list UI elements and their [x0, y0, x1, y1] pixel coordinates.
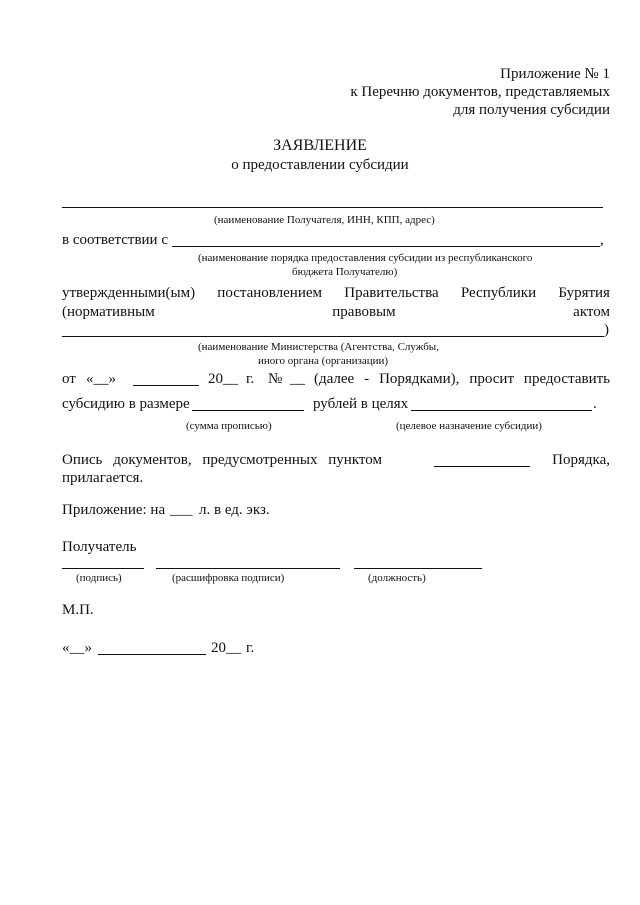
position-line[interactable]: [354, 568, 482, 569]
approved-word: Правительства: [344, 285, 439, 301]
approved-word: Республики: [460, 285, 537, 301]
final-date-month-line[interactable]: [98, 654, 206, 655]
signature-decoding-line[interactable]: [156, 568, 340, 569]
procedure-caption-2: бюджета Получателю): [292, 266, 398, 278]
final-date-suffix: г.: [246, 640, 255, 656]
date-month-line[interactable]: [133, 385, 199, 386]
date-line-rest: (далее - Порядками), просит предоставить: [314, 371, 610, 387]
attachment-suffix: л. в ед. экз.: [199, 502, 270, 518]
date-year-suffix: г.: [246, 371, 255, 387]
procedure-name-line[interactable]: [172, 246, 600, 247]
document-title: ЗАЯВЛЕНИЕ: [273, 137, 367, 154]
recipient-name-line[interactable]: [62, 207, 603, 208]
ministry-caption-2: иного органа (организации): [258, 355, 389, 367]
amount-words-line[interactable]: [192, 410, 304, 411]
date-day-quote[interactable]: «__»: [86, 371, 116, 387]
approved-word: правовым: [332, 304, 396, 320]
amount-end-dot: .: [593, 396, 597, 412]
signature-line[interactable]: [62, 568, 144, 569]
inventory-end: Порядка,: [552, 452, 610, 468]
approved-word: утвержденными(ым): [62, 285, 196, 301]
decoding-caption: (расшифровка подписи): [172, 572, 285, 584]
purpose-line[interactable]: [411, 410, 592, 411]
number-blank[interactable]: __: [290, 371, 305, 387]
accordance-label: в соответствии с: [62, 232, 168, 248]
amount-currency-label: рублей в целях: [313, 396, 409, 412]
document-subtitle: о предоставлении субсидии: [231, 157, 409, 173]
approved-word: актом: [573, 304, 610, 320]
recipient-name-caption: (наименование Получателя, ИНН, КПП, адрес): [214, 214, 435, 226]
inventory-word: Опись: [62, 452, 103, 468]
number-sign: №: [268, 371, 283, 387]
ministry-name-line[interactable]: [62, 336, 604, 337]
inventory-word: пунктом: [328, 452, 382, 468]
approved-word: Бурятия: [558, 285, 610, 301]
inventory-line-1: [62, 452, 382, 469]
stamp-label: М.П.: [62, 602, 94, 618]
amount-caption: (сумма прописью): [186, 420, 272, 432]
attachment-pages-blank[interactable]: ___: [170, 502, 193, 518]
accordance-comma: ,: [600, 232, 604, 248]
inventory-word: предусмотренных: [202, 452, 318, 468]
approved-line-2: [62, 304, 610, 321]
approved-line-1: [62, 285, 610, 302]
procedure-caption-1: (наименование порядка предоставления субсидии из республиканского: [198, 252, 533, 264]
attachment-prefix: Приложение: на: [62, 502, 166, 518]
inventory-point-line[interactable]: [434, 466, 530, 467]
final-date-quote[interactable]: «__»: [62, 640, 92, 656]
final-date-year[interactable]: 20__: [211, 640, 241, 656]
recipient-label: Получатель: [62, 539, 137, 555]
amount-label: субсидию в размере: [62, 396, 190, 412]
date-year-prefix[interactable]: 20__: [208, 371, 238, 387]
approved-word: постановлением: [217, 285, 323, 301]
inventory-word: документов,: [113, 452, 192, 468]
purpose-caption: (целевое назначение субсидии): [396, 420, 542, 432]
position-caption: (должность): [368, 572, 426, 584]
appendix-line-1: Приложение № 1: [500, 66, 610, 82]
appendix-line-3: для получения субсидии: [453, 102, 610, 118]
date-from-label: от: [62, 371, 76, 387]
inventory-line-2: прилагается.: [62, 470, 144, 486]
signature-caption: (подпись): [76, 572, 122, 584]
appendix-line-2: к Перечню документов, представляемых: [350, 84, 610, 100]
approved-close-paren: ): [604, 322, 609, 338]
ministry-caption-1: (наименование Министерства (Агентства, Службы,: [198, 341, 439, 353]
approved-word: (нормативным: [62, 304, 155, 320]
